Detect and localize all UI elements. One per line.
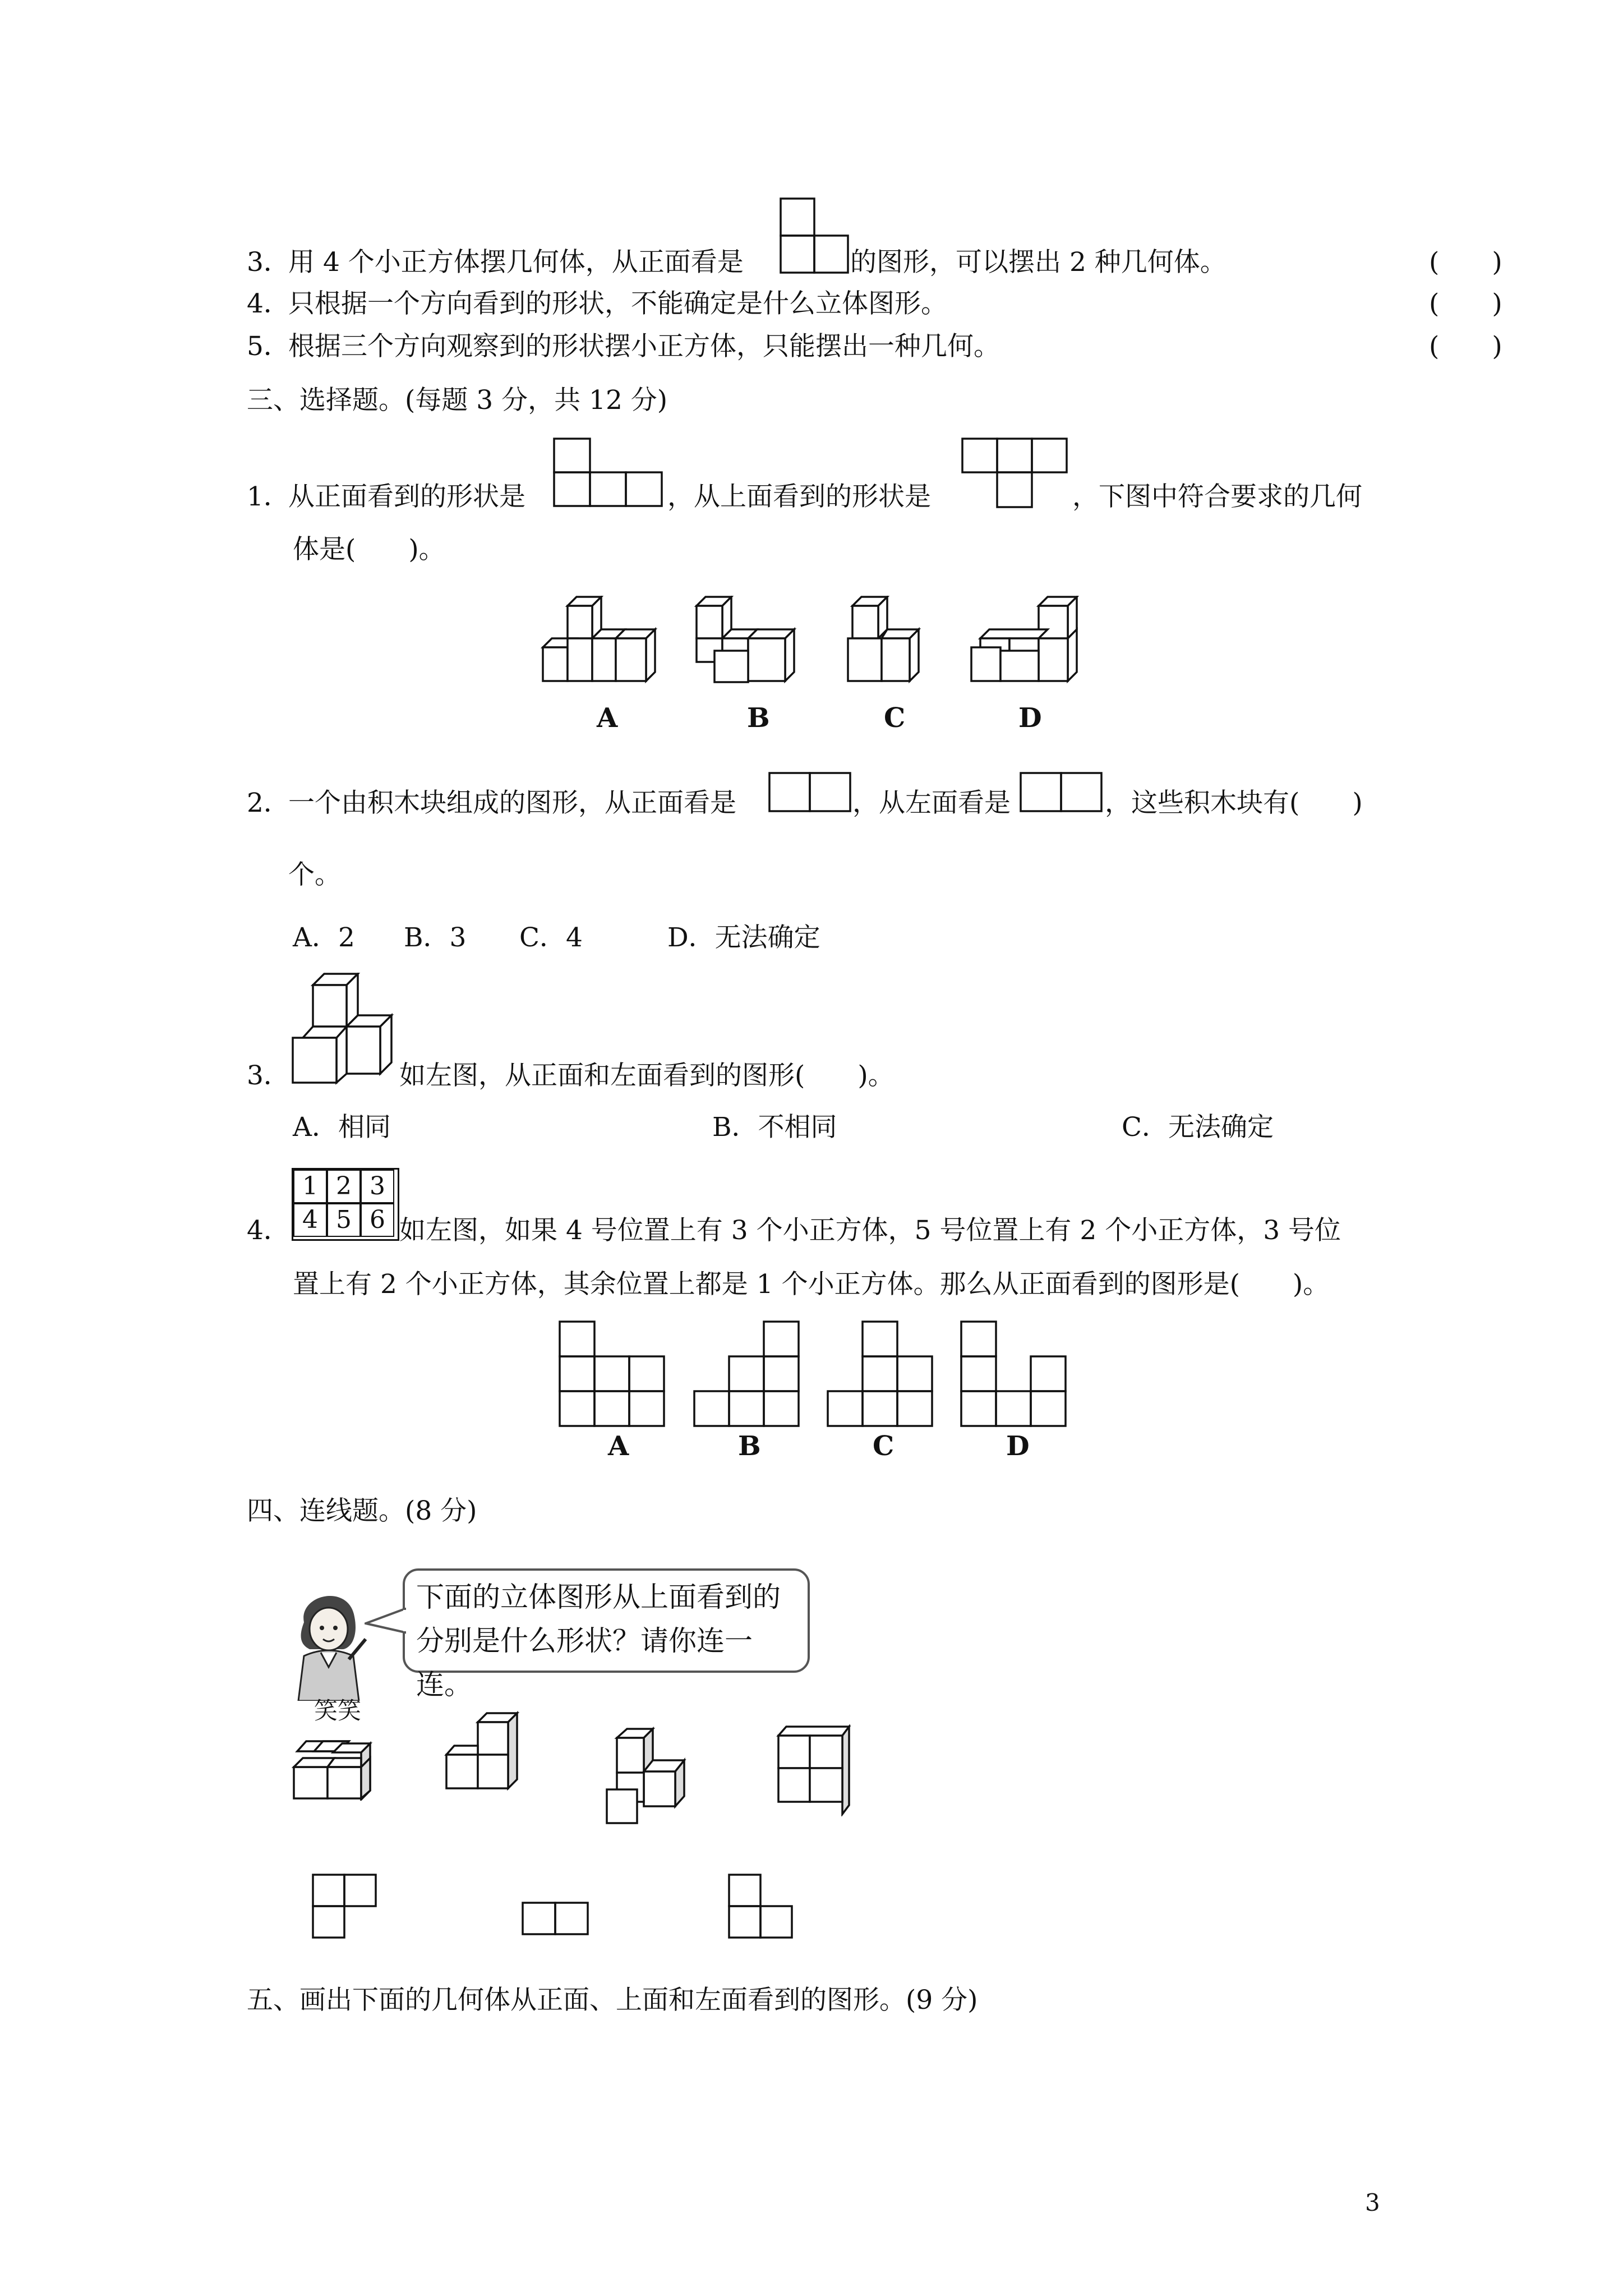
judge-q4-answer-paren[interactable]: ( ): [1429, 288, 1502, 319]
match-view-3-figure[interactable]: [728, 1874, 795, 1941]
c2-part2: ，从左面看是: [852, 788, 1011, 818]
page-number: 3: [1365, 2189, 1380, 2216]
c2-front-view-figure: [768, 772, 851, 813]
c4-line2: 置上有 2 个小正方体，其余位置上都是 1 个小正方体。那么从正面看到的图形是( )。: [293, 1269, 1330, 1300]
c3-text: 如左图，从正面和左面看到的图形( )。: [399, 1060, 895, 1091]
girl-character-illustration: [287, 1583, 371, 1701]
c3-choice-c[interactable]: C．无法确定: [1122, 1112, 1274, 1143]
c1-option-a-figure[interactable]: [541, 596, 675, 699]
girl-name-label: 笑笑: [314, 1697, 362, 1724]
judge-q5-num: 5．: [247, 331, 290, 362]
c2-left-view-figure: [1020, 772, 1103, 813]
match-shape-3-figure[interactable]: [605, 1727, 700, 1828]
c1-label-c: C: [884, 702, 906, 734]
c4-num: 4．: [247, 1215, 290, 1246]
judge-q5-answer-paren[interactable]: ( ): [1429, 331, 1502, 362]
section4-heading: 四、连线题。(8 分): [247, 1496, 477, 1526]
c1-option-b-figure[interactable]: [694, 596, 823, 699]
match-view-2-figure[interactable]: [522, 1902, 590, 1938]
c2-num: 2．: [247, 788, 290, 818]
c4-position-grid: [292, 1168, 399, 1241]
c1-num: 1．: [247, 481, 290, 512]
judge-q5-text: 根据三个方向观察到的形状摆小正方体，只能摆出一种几何。: [288, 331, 1000, 362]
c1-part3: ，下图中符合要求的几何: [1072, 481, 1362, 512]
c1-front-view-figure: [553, 438, 665, 508]
judge-q4-text: 只根据一个方向看到的形状，不能确定是什么立体图形。: [288, 288, 947, 319]
c1-label-b: B: [747, 702, 770, 734]
match-view-1-figure[interactable]: [312, 1874, 379, 1941]
c3-choice-a[interactable]: A．相同: [293, 1112, 391, 1143]
judge-q3-num: 3．: [247, 247, 290, 278]
c4-option-b-figure[interactable]: [693, 1320, 803, 1433]
c1-label-d: D: [1018, 702, 1042, 734]
section5-heading: 五、画出下面的几何体从正面、上面和左面看到的图形。(9 分): [247, 1985, 978, 2016]
match-shape-2-figure[interactable]: [442, 1711, 526, 1801]
c4-option-d-figure[interactable]: [960, 1320, 1070, 1433]
c1-part2: ，从上面看到的形状是: [667, 481, 931, 512]
c4-label-c: C: [873, 1430, 895, 1462]
judge-q4-num: 4．: [247, 288, 290, 319]
c2-part1: 一个由积木块组成的图形，从正面看是: [288, 788, 736, 818]
grid-cell-4: 4: [293, 1203, 327, 1237]
c2-choice-d[interactable]: D．无法确定: [667, 922, 820, 953]
judge-q3-after: 的图形，可以摆出 2 种几何体。: [850, 247, 1227, 278]
c3-cube-stack-figure: [291, 973, 403, 1085]
c2-line2: 个。: [288, 859, 341, 890]
c4-option-a-figure[interactable]: [559, 1320, 668, 1433]
match-shape-1-figure[interactable]: [292, 1739, 376, 1801]
c2-choice-a[interactable]: A．2: [293, 922, 355, 953]
grid-cell-2: 2: [327, 1170, 361, 1203]
c2-choice-b[interactable]: B．3: [404, 922, 467, 953]
c3-choice-b[interactable]: B．不相同: [712, 1112, 837, 1143]
c1-option-d-figure[interactable]: [969, 596, 1104, 699]
match-shape-4-figure[interactable]: [775, 1724, 859, 1816]
bubble-line-2: 分别是什么形状？请你连一连。: [416, 1625, 753, 1701]
c1-option-c-figure[interactable]: [846, 596, 958, 699]
c4-option-c-figure[interactable]: [827, 1320, 937, 1433]
section3-heading: 三、选择题。(每题 3 分，共 12 分): [247, 385, 668, 416]
c1-top-view-figure: [961, 438, 1071, 512]
grid-cell-6: 6: [361, 1203, 394, 1237]
grid-cell-5: 5: [327, 1203, 361, 1237]
c4-label-b: B: [738, 1430, 761, 1462]
grid-cell-1: 1: [293, 1170, 327, 1203]
c4-line1: 如左图，如果 4 号位置上有 3 个小正方体，5 号位置上有 2 个小正方体，3 号位: [399, 1215, 1341, 1246]
grid-cell-3: 3: [361, 1170, 394, 1203]
speech-bubble-tail: [365, 1608, 407, 1636]
c4-label-a: A: [608, 1430, 629, 1462]
c2-part3: ，这些积木块有( ): [1105, 788, 1363, 818]
c3-num: 3．: [247, 1060, 290, 1091]
bubble-line-1: 下面的立体图形从上面看到的: [416, 1581, 781, 1613]
speech-bubble: [403, 1568, 810, 1701]
judge-q3-answer-paren[interactable]: ( ): [1429, 247, 1502, 278]
judge-q3-front-view-figure: [780, 197, 849, 276]
c1-line2: 体是( )。: [293, 534, 445, 565]
c4-label-d: D: [1006, 1430, 1030, 1462]
c2-choice-c[interactable]: C．4: [519, 922, 583, 953]
judge-q3-before: 用 4 个小正方体摆几何体，从正面看是: [288, 247, 744, 278]
c1-label-a: A: [597, 702, 618, 734]
c1-part1: 从正面看到的形状是: [288, 481, 525, 512]
